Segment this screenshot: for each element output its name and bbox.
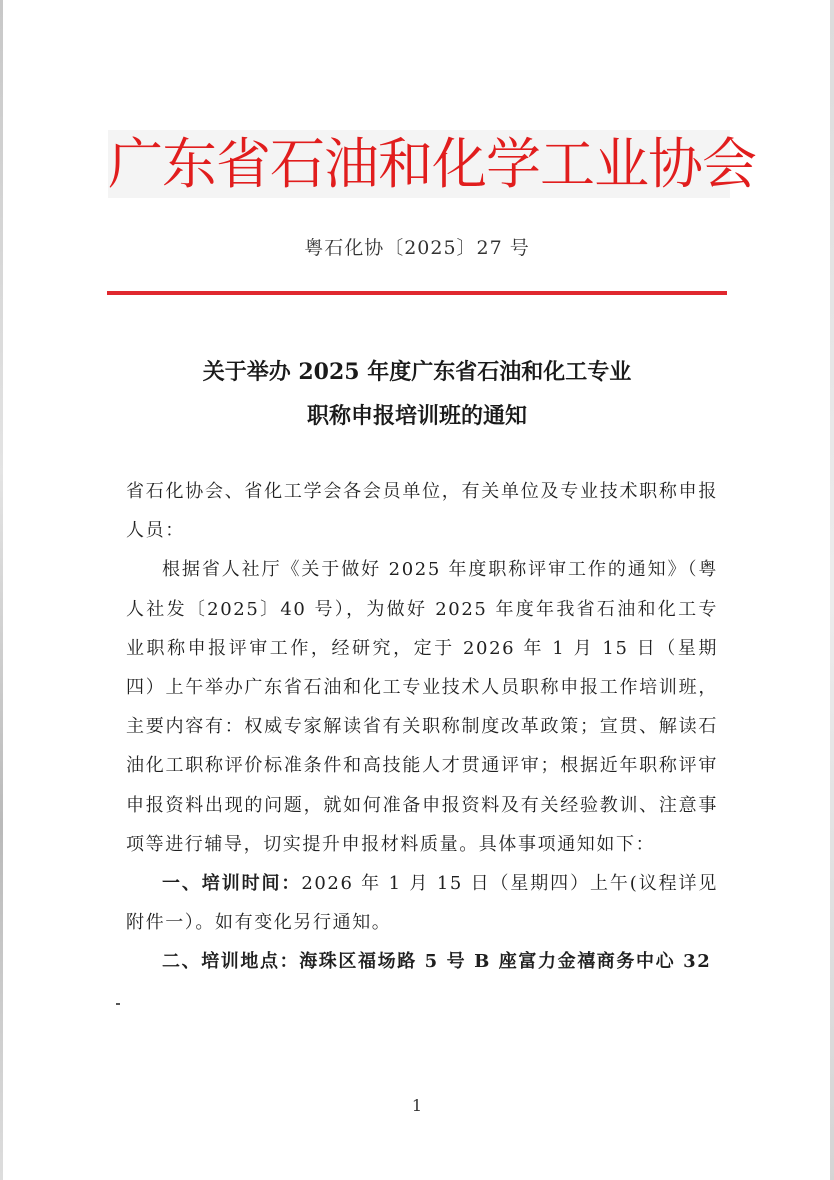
notice-title bbox=[0, 350, 834, 438]
scan-edge-left bbox=[0, 0, 3, 1180]
section-training-time bbox=[126, 864, 718, 942]
page-number: 1 bbox=[411, 1096, 423, 1115]
notice-body bbox=[126, 472, 718, 982]
intro-paragraph: 根据省人社厅《关于做好 2025 年度职称评审工作的通知》（粤人社发〔2025〕40 号），为做好 2025 年度年我省石油和化工专业职称申报评审工作，经研究，定于 2026 年 1 月 15 日（星期四）上午举办广东省石油和化工专业技术人员职称申报工作培训班，主要内容有：权威专家解读省有关职称制度改革政策；宣贯、解读石油化工职称评价标准条件和高技能人才贯通评审；根据近年职称评审申报资料出现的问题，就如何准备申报资料及有关经验教训、注意事项等进行辅导，切实提升申报材料质量。具体事项通知如下： bbox=[126, 559, 718, 855]
section-training-location bbox=[126, 942, 718, 981]
notice-title-line-1: 关于举办 2025 年度广东省石油和化工专业 bbox=[202, 359, 632, 385]
salutation: 省石化协会、省化工学会各会员单位，有关单位及专业技术职称申报人员： bbox=[126, 481, 718, 542]
scan-edge-right bbox=[830, 0, 834, 1180]
letterhead-divider bbox=[107, 291, 727, 295]
letterhead-org-name: 广东省石油和化学工业协会 bbox=[108, 132, 757, 196]
section-training-time-text: 2026 年 1 月 15 日（星期四）上午(议程详见附件一）。如有变化另行通知。 bbox=[126, 873, 719, 934]
document-number: 粤石化协〔2025〕27 号 bbox=[304, 237, 530, 259]
notice-title-line-2: 职称申报培训班的通知 bbox=[306, 403, 527, 429]
scan-speck bbox=[116, 1003, 120, 1005]
section-training-time-label: 一、培训时间： bbox=[162, 873, 302, 895]
section-training-location-label: 二、培训地点： bbox=[162, 951, 300, 973]
section-training-location-text: 海珠区福场路 5 号 B 座富力金禧商务中心 32 bbox=[299, 951, 712, 973]
